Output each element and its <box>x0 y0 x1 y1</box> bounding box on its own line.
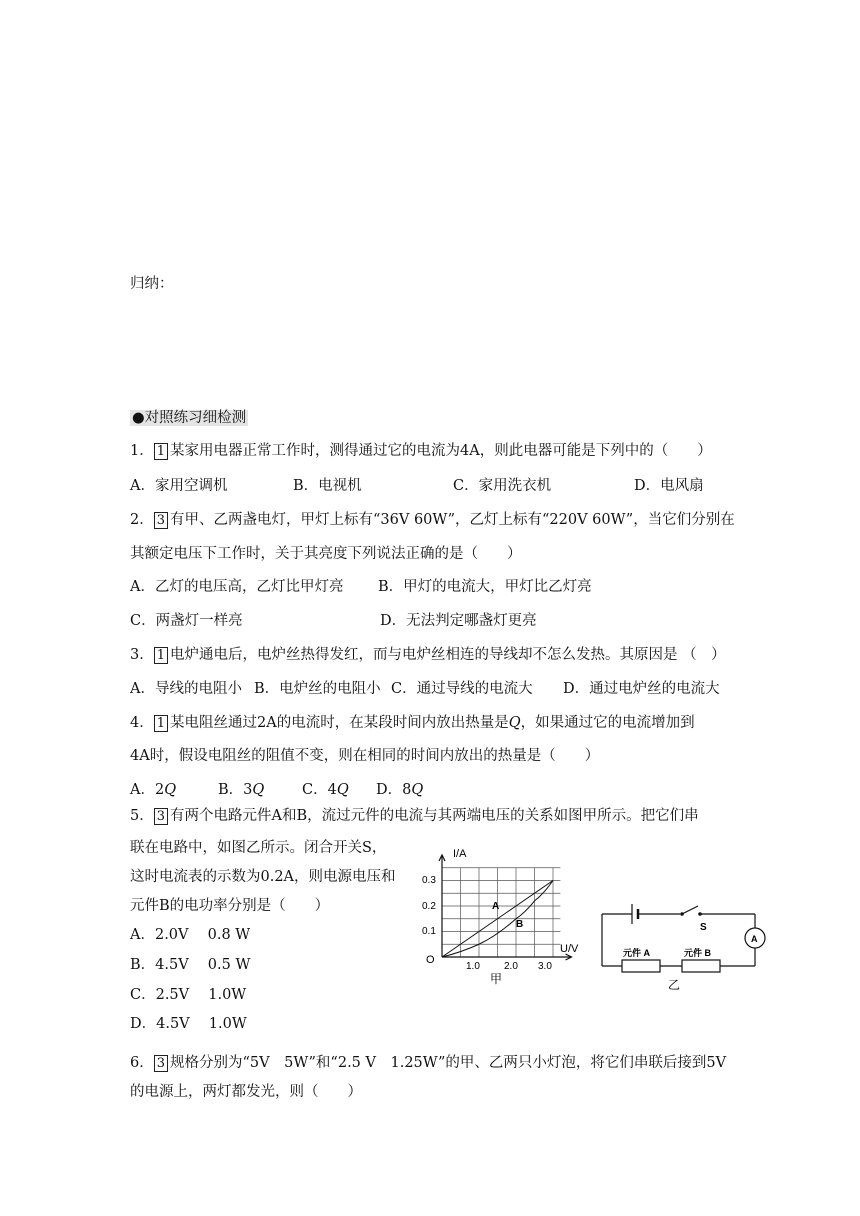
y-tick-label: 0.3 <box>422 875 436 886</box>
switch-label: S <box>700 922 707 933</box>
difficulty-badge: 1 <box>154 443 168 460</box>
difficulty-badge: 3 <box>154 1055 168 1072</box>
question-4-cont: 4A时，假设电阻丝的阻值不变，则在相同的时间内放出的热量是（ ） <box>130 748 600 764</box>
q4-option-b: B．3Q <box>218 782 265 798</box>
question-text: ，如果通过它的电流增加到 <box>520 715 695 731</box>
q4-option-a: A．2Q <box>130 782 177 798</box>
curve-a-label: A <box>492 901 500 912</box>
question-text: 某电阻丝通过2A的电流时，在某段时间内放出热量是 <box>170 715 509 731</box>
question-number: 3． <box>130 647 154 663</box>
switch-blade <box>682 906 698 914</box>
q5-option-c: C．2.5V 1.0W <box>130 987 247 1003</box>
q2-option-c: C．两盏灯一样亮 <box>130 613 243 629</box>
x-axis-label: U/V <box>560 943 579 955</box>
question-6-cont: 的电源上，两灯都发光，则（ ） <box>130 1084 362 1100</box>
question-number: 1． <box>130 443 154 459</box>
question-number: 6． <box>130 1055 154 1071</box>
question-6 <box>130 1053 726 1073</box>
question-text: 有两个电路元件A和B，流过元件的电流与其两端电压的关系如图甲所示。把它们串 <box>170 808 699 824</box>
element-a-resistor <box>622 960 660 972</box>
question-number: 2． <box>130 512 154 528</box>
element-b-resistor <box>682 960 720 972</box>
question-2-cont: 其额定电压下工作时，关于其亮度下列说法正确的是（ ） <box>130 546 522 562</box>
q2-option-a: A．乙灯的电压高，乙灯比甲灯亮 <box>130 579 344 595</box>
iv-graph <box>418 843 590 988</box>
difficulty-badge: 3 <box>154 512 168 529</box>
element-b-label: 元件 B <box>684 948 712 958</box>
question-4 <box>130 713 695 733</box>
q3-option-b: B．电炉丝的电阻小 <box>254 681 381 697</box>
section-title: ●对照练习细检测 <box>132 410 247 426</box>
switch-contact <box>698 912 702 916</box>
graph-caption: 甲 <box>490 972 503 986</box>
question-1 <box>130 441 712 461</box>
question-text: 某家用电器正常工作时，测得通过它的电流为4A，则此电器可能是下列中的（ ） <box>170 443 712 459</box>
question-number: 4． <box>130 715 154 731</box>
question-number: 5． <box>130 808 154 824</box>
y-tick-label: 0.2 <box>422 901 436 912</box>
q2-option-b: B．甲灯的电流大，甲灯比乙灯亮 <box>378 579 592 595</box>
q1-option-b: B．电视机 <box>293 478 362 494</box>
circuit-diagram <box>596 898 768 994</box>
q1-option-c: C．家用洗衣机 <box>453 478 552 494</box>
q3-option-c: C．通过导线的电流大 <box>391 681 533 697</box>
q4-option-c: C．4Q <box>302 782 349 798</box>
question-text: 电炉通电后，电炉丝热得发红，而与电炉丝相连的导线却不怎么发热。其原因是 （ ） <box>170 647 726 663</box>
x-tick-label: 3.0 <box>538 961 552 972</box>
difficulty-badge: 1 <box>154 715 168 732</box>
origin-label: O <box>426 954 435 966</box>
x-tick-label: 1.0 <box>466 961 480 972</box>
question-2 <box>130 510 735 530</box>
x-tick-label: 2.0 <box>504 961 518 972</box>
q1-option-d: D．电风扇 <box>634 478 704 494</box>
q5-option-a: A．2.0V 0.8 W <box>130 927 251 943</box>
q3-option-d: D．通过电炉丝的电流大 <box>563 681 720 697</box>
question-5-cont: 元件B的电功率分别是（ ） <box>130 898 330 914</box>
curve-b-label: B <box>516 919 524 930</box>
question-5-cont: 这时电流表的示数为0.2A，则电源电压和 <box>130 869 396 885</box>
ammeter-label: A <box>751 934 758 944</box>
difficulty-badge: 1 <box>154 647 168 664</box>
q5-option-b: B．4.5V 0.5 W <box>130 957 251 973</box>
question-5 <box>130 806 699 826</box>
q1-option-a: A．家用空调机 <box>130 478 228 494</box>
question-text: 有甲、乙两盏电灯，甲灯上标有“36V 60W”，乙灯上标有“220V 60W”，当它们分别在 <box>170 512 735 528</box>
question-3 <box>130 645 726 665</box>
difficulty-badge: 3 <box>154 808 168 825</box>
question-5-cont: 联在电路中，如图乙所示。闭合开关S， <box>130 840 387 856</box>
y-axis-label: I/A <box>453 848 467 860</box>
element-a-label: 元件 A <box>623 948 651 958</box>
switch-contact <box>680 912 684 916</box>
graph-grid <box>442 868 560 957</box>
summary-label: 归纳： <box>130 276 174 292</box>
heat-symbol: Q <box>508 715 521 731</box>
y-tick-label: 0.1 <box>422 926 436 937</box>
question-text: 规格分别为“5V 5W”和“2.5 V 1.25W”的甲、乙两只小灯泡，将它们串联后接到5V <box>170 1055 727 1071</box>
q2-option-d: D．无法判定哪盏灯更亮 <box>380 613 537 629</box>
q3-option-a: A．导线的电阻小 <box>130 681 242 697</box>
q4-option-d: D．8Q <box>376 782 424 798</box>
q5-option-d: D．4.5V 1.0W <box>130 1016 247 1032</box>
circuit-caption: 乙 <box>668 978 681 992</box>
